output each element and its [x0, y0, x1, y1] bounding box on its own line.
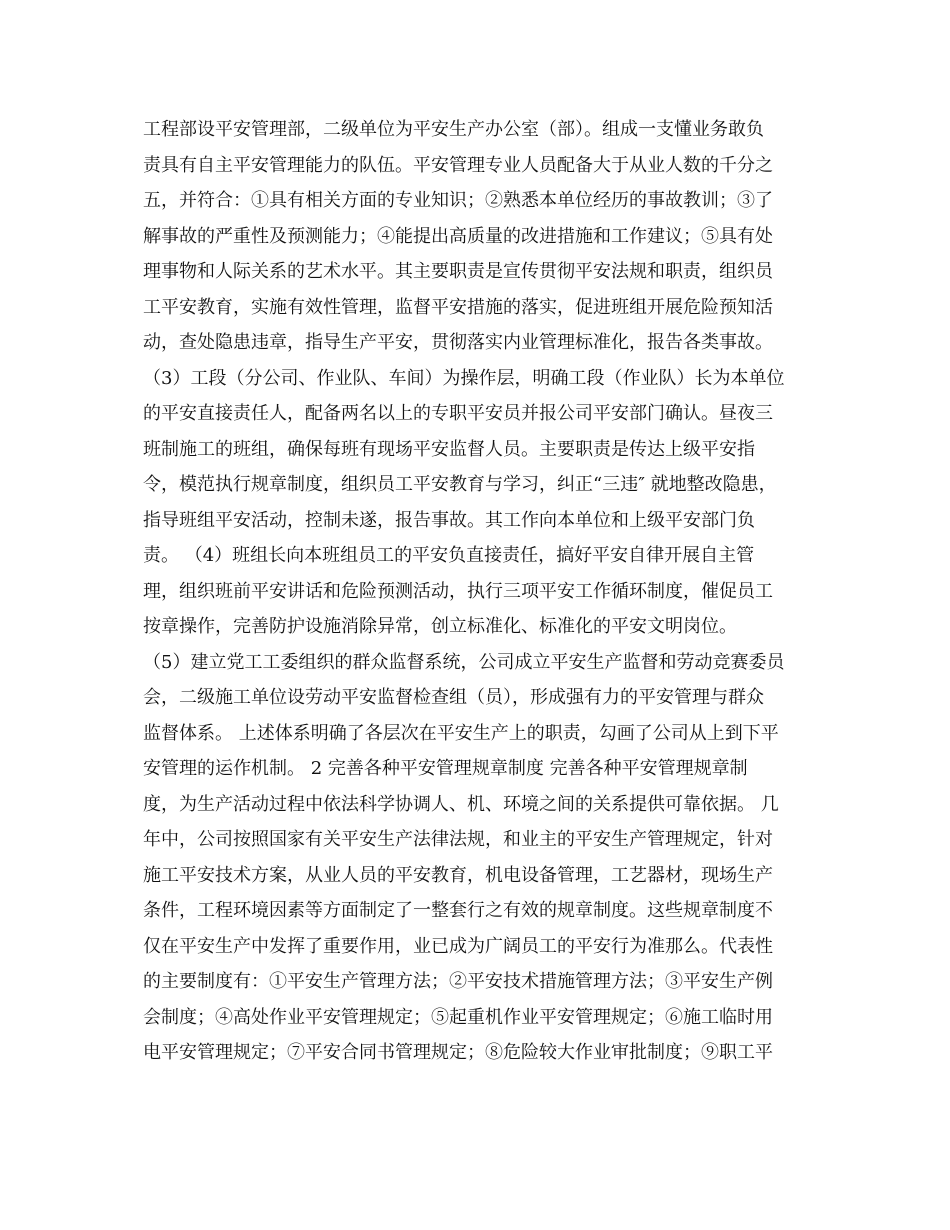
- text-line: 指导班组平安活动，控制未遂，报告事故。其工作向本单位和上级平安部门负: [143, 509, 755, 531]
- text-line: 责。 （4）班组长向本班组员工的平安负直接责任，搞好平安自律开展自主管: [143, 545, 755, 566]
- text-line: 会，二级施工单位设劳动平安监督检查组（员），形成强有力的平安管理与群众: [143, 687, 764, 708]
- text-line: 的主要制度有：①平安生产管理方法；②平安技术措施管理方法；③平安生产例: [143, 971, 773, 992]
- text-line: 仅在平安生产中发挥了重要作用，业已成为广阔员工的平安行为准那么。代表性: [143, 935, 773, 957]
- text-line: 监督体系。 上述体系明确了各层次在平安生产上的职责，勾画了公司从上到下平: [143, 722, 779, 744]
- text-line: 安管理的运作机制。 2 完善各种平安管理规章制度 完善各种平安管理规章制: [143, 758, 748, 779]
- text-line: 五，并符合：①具有相关方面的专业知识；②熟悉本单位经历的事故教训；③了: [143, 190, 773, 211]
- text-line: 理，组织班前平安讲话和危险预测活动，执行三项平安工作循环制度，催促员工: [143, 580, 773, 602]
- text-line: 会制度；④高处作业平安管理规定；⑤起重机作业平安管理规定；⑥施工临时用: [143, 1006, 773, 1028]
- text-line: 工平安教育，实施有效性管理，监督平安措施的落实，促进班组开展危险预知活: [143, 296, 773, 318]
- text-line: 责具有自主平安管理能力的队伍。平安管理专业人员配备大于从业人数的千分之: [143, 154, 773, 176]
- text-line: 年中，公司按照国家有关平安生产法律法规，和业主的平安生产管理规定，针对: [143, 829, 773, 850]
- text-line: 理事物和人际关系的艺术水平。其主要职责是宣传贯彻平安法规和职责，组织员: [143, 261, 773, 282]
- text-line: 的平安直接责任人，配备两名以上的专职平安员并报公司平安部门确认。昼夜三: [143, 403, 773, 424]
- text-line: 施工平安技术方案，从业人员的平安教育，机电设备管理，工艺器材，现场生产: [143, 864, 773, 886]
- text-line: 度，为生产活动过程中依法科学协调人、机、环境之间的关系提供可靠依据。 几: [143, 793, 779, 815]
- text-line: （5）建立党工工委组织的群众监督系统，公司成立平安生产监督和劳动竞赛委员: [143, 651, 785, 673]
- text-line: 工程部设平安管理部，二级单位为平安生产办公室（部）。组成一支懂业务敢负: [143, 119, 764, 140]
- text-line: 令，模范执行规章制度，组织员工平安教育与学习，纠正“三违″ 就地整改隐患，: [143, 474, 777, 495]
- text-line: 按章操作，完善防护设施消除异常，创立标准化、标准化的平安文明岗位。: [143, 616, 737, 637]
- text-line: 解事故的严重性及预测能力；④能提出高质量的改进措施和工作建议；⑤具有处: [143, 225, 773, 247]
- text-line: 动，查处隐患违章，指导生产平安，贯彻落实内业管理标准化，报告各类事故。: [143, 332, 773, 353]
- text-line: 班制施工的班组，确保每班有现场平安监督人员。主要职责是传达上级平安指: [143, 438, 755, 460]
- document-body: [143, 112, 813, 1071]
- text-line: 条件，工程环境因素等方面制定了一整套行之有效的规章制度。这些规章制度不: [143, 900, 773, 921]
- text-line: （3）工段（分公司、作业队、车间）为操作层，明确工段（作业队）长为本单位: [143, 367, 785, 389]
- text-line: 电平安管理规定；⑦平安合同书管理规定；⑧危险较大作业审批制度；⑨职工平: [143, 1042, 773, 1063]
